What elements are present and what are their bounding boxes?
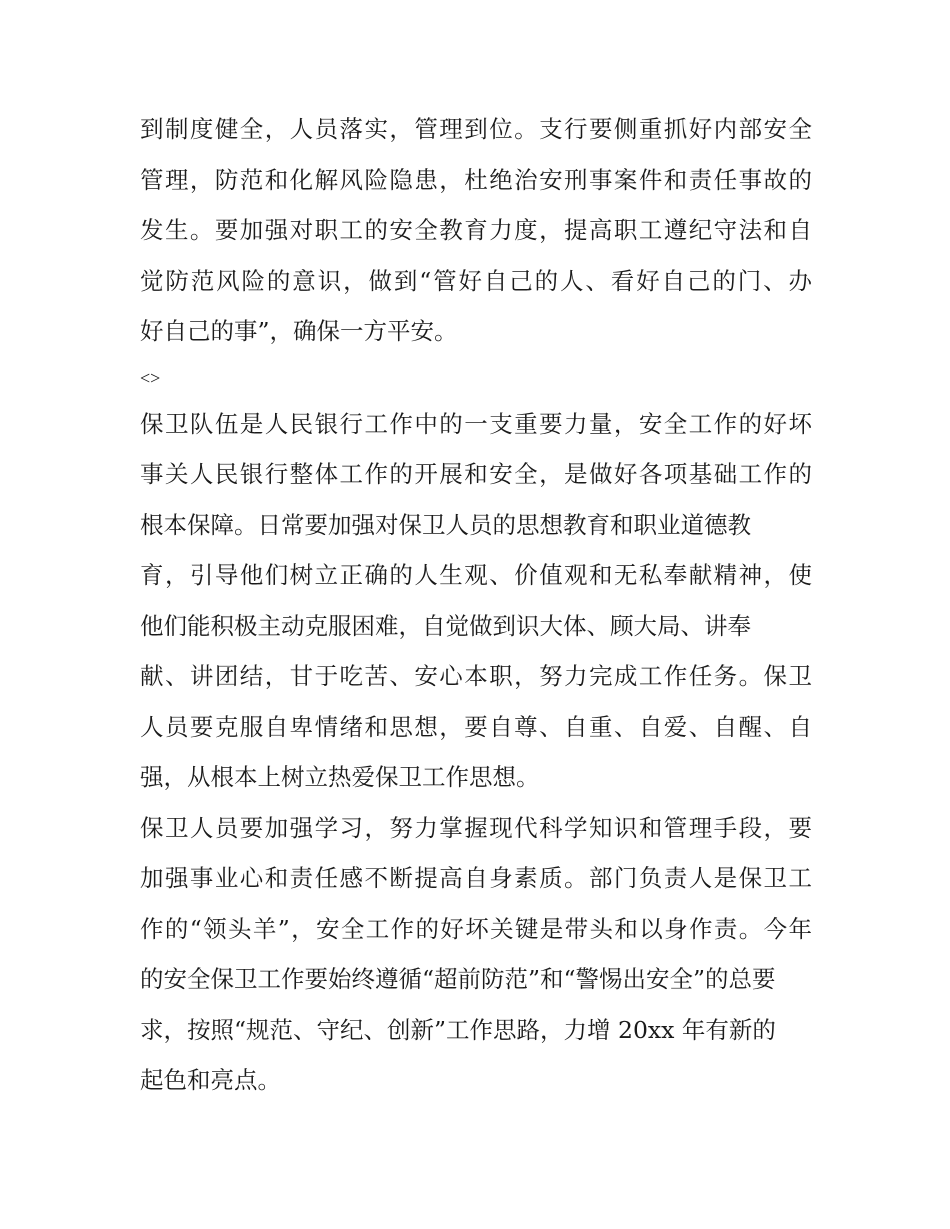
paragraph-line: 根本保障。日常要加强对保卫人员的思想教育和职业道德教	[140, 510, 751, 539]
section-marker: <>	[140, 367, 161, 388]
paragraph-line: 他们能积极主动克服困难，自觉做到识大体、顾大局、讲奉	[140, 611, 751, 640]
paragraph-line: 求，按照“规范、守纪、创新”工作思路，力增 20xx 年有新的	[140, 1015, 776, 1044]
paragraph-2	[140, 399, 812, 803]
paragraph-line: 管理，防范和化解风险隐患，杜绝治安刑事案件和责任事故的	[140, 165, 812, 194]
paragraph-line: 的安全保卫工作要始终遵循“超前防范”和“警惕出安全”的总要	[140, 965, 776, 993]
paragraph-1	[140, 104, 812, 357]
paragraph-line: 到制度健全，人员落实，管理到位。支行要侧重抓好内部安全	[140, 115, 812, 143]
paragraph-3	[140, 803, 812, 1106]
paragraph-line: 事关人民银行整体工作的开展和安全，是做好各项基础工作的	[140, 460, 812, 488]
document-body	[140, 104, 812, 1106]
paragraph-line: 保卫人员要加强学习，努力掌握现代科学知识和管理手段，要	[140, 813, 812, 842]
paragraph-line: 人员要克服自卑情绪和思想，要自尊、自重、自爱、自醒、自	[140, 712, 812, 741]
paragraph-line: 育，引导他们树立正确的人生观、价值观和无私奉献精神，使	[140, 561, 812, 589]
paragraph-line: 好自己的事”，确保一方平安。	[140, 317, 458, 345]
paragraph-line: 加强事业心和责任感不断提高自身素质。部门负责人是保卫工	[140, 864, 812, 892]
paragraph-line: 作的“领头羊”，安全工作的好坏关键是带头和以身作责。今年	[140, 914, 812, 943]
paragraph-line: 保卫队伍是人民银行工作中的一支重要力量，安全工作的好坏	[140, 409, 812, 438]
paragraph-line: 觉防范风险的意识，做到“管好自己的人、看好自己的门、办	[140, 266, 812, 295]
paragraph-line: 强，从根本上树立热爱保卫工作思想。	[140, 763, 540, 791]
paragraph-line: 起色和亮点。	[140, 1066, 281, 1094]
paragraph-line: 发生。要加强对职工的安全教育力度，提高职工遵纪守法和自	[140, 216, 812, 244]
paragraph-line: 献、讲团结，甘于吃苦、安心本职，努力完成工作任务。保卫	[140, 662, 812, 690]
